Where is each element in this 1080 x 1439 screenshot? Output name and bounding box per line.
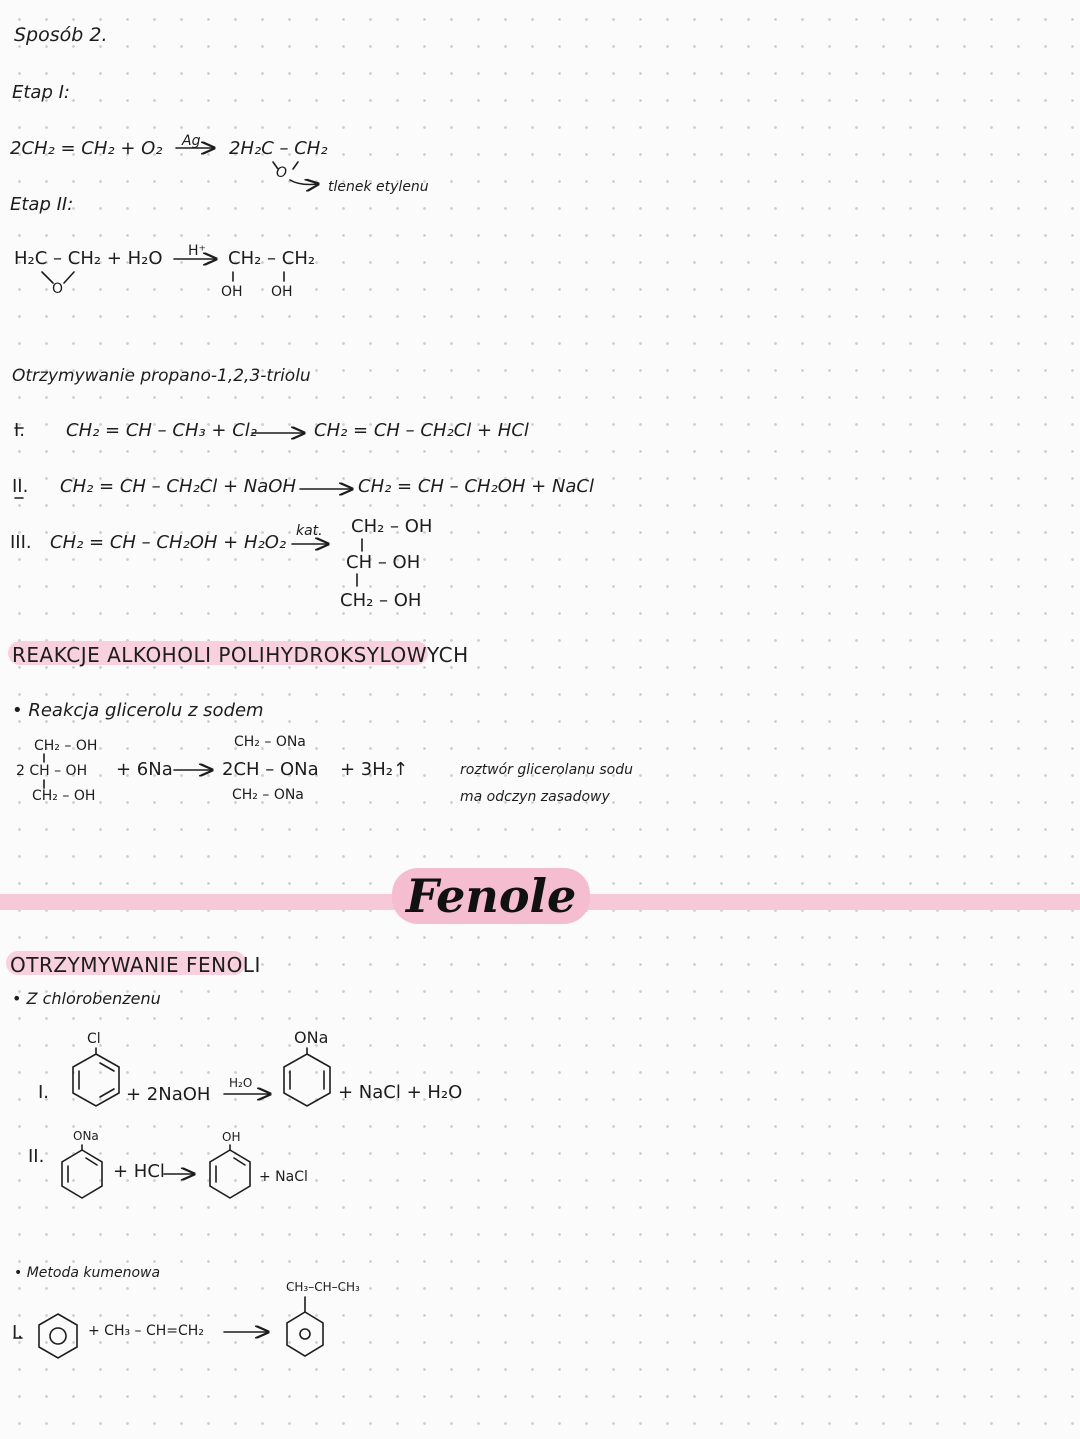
reactant-line-1: CH₂ – OH bbox=[34, 738, 98, 754]
glycerol-r2-number: II. bbox=[12, 476, 29, 497]
glycerol-r2-left: CH₂ = CH – CH₂Cl + NaOH bbox=[60, 476, 297, 497]
glycerol-r1-number: I. bbox=[14, 420, 26, 441]
stage-2-catalyst: H⁺ bbox=[188, 243, 206, 259]
glycerol-r2-right: CH₂ = CH – CH₂OH + NaCl bbox=[358, 476, 595, 497]
cumene-ring bbox=[287, 1312, 323, 1356]
fenole-r1-byproducts: + NaCl + H₂O bbox=[338, 1082, 463, 1103]
product-line-3: CH₂ – ONa bbox=[232, 787, 304, 803]
glycerol-r1-right: CH₂ = CH – CH₂Cl + HCl bbox=[314, 420, 529, 441]
fenole-r1-number: I. bbox=[38, 1082, 50, 1103]
phenolate-r2-substituent: ONa bbox=[73, 1129, 99, 1143]
stage-2-epoxide-right bbox=[64, 272, 74, 283]
cumene-aromatic-circle bbox=[300, 1329, 310, 1339]
hydrogen-byproduct: + 3H₂↑ bbox=[340, 759, 409, 780]
glycerol-r1-left: CH₂ = CH – CH₃ + Cl₂ bbox=[66, 420, 258, 441]
glycerol-product-c3: CH₂ – OH bbox=[340, 590, 422, 611]
stage-2-oh-2: OH bbox=[271, 284, 293, 300]
section-title: Sposób 2. bbox=[14, 24, 108, 46]
hcl-reagent: + HCl bbox=[113, 1161, 165, 1182]
polyhydroxy-heading: REAKCJE ALKOHOLI POLIHYDROKSYLOWYCH bbox=[12, 643, 469, 667]
cumene-method-bullet: • Metoda kumenowa bbox=[14, 1265, 161, 1281]
stage-1-reactants: 2CH₂ = CH₂ + O₂ bbox=[10, 138, 163, 159]
propene-reagent: + CH₃ – CH=CH₂ bbox=[88, 1323, 204, 1339]
glycerol-title: Otrzymywanie propano-1,2,3-triolu bbox=[12, 366, 311, 386]
fenole-heading: OTRZYMYWANIE FENOLI bbox=[10, 953, 261, 977]
fenole-banner: Fenole bbox=[392, 868, 590, 924]
fenole-r3-number: I. bbox=[12, 1322, 24, 1343]
stage-1-product: 2H₂C – CH₂ bbox=[229, 138, 328, 159]
annotation-arrow bbox=[290, 180, 318, 185]
glycerol-r3-number: III. bbox=[10, 532, 32, 553]
stage-1-catalyst: Ag bbox=[182, 133, 201, 149]
glycerol-product-c2: CH – OH bbox=[346, 552, 421, 573]
benzene-aromatic-circle bbox=[50, 1328, 66, 1344]
chlorobenzene-bullet: • Z chlorobenzenu bbox=[12, 989, 161, 1008]
stage-1-annotation: tlenek etylenu bbox=[328, 179, 429, 195]
naoh-reagent: + 2NaOH bbox=[126, 1084, 211, 1105]
note-line-1: roztwór glicerolanu sodu bbox=[460, 762, 633, 778]
cumene-substituent: CH₃–CH–CH₃ bbox=[286, 1280, 360, 1294]
epoxide-bond-left bbox=[273, 162, 278, 169]
stage-1-oxygen: O bbox=[276, 165, 288, 181]
product-line-1: CH₂ – ONa bbox=[234, 734, 306, 750]
chlorobenzene-ring bbox=[73, 1054, 119, 1106]
sodium-reagent: + 6Na bbox=[116, 759, 173, 780]
chlorobenzene-substituent: Cl bbox=[87, 1031, 101, 1047]
note-line-2: ma odczyn zasadowy bbox=[460, 789, 610, 805]
phenol-substituent: OH bbox=[222, 1130, 241, 1144]
benzene-ring bbox=[39, 1314, 77, 1358]
fenole-r2-byproduct: + NaCl bbox=[259, 1169, 308, 1185]
water-condition: H₂O bbox=[229, 1076, 253, 1090]
stage-2-label: Etap II: bbox=[10, 194, 74, 215]
glycerol-sodium-bullet: • Reakcja glicerolu z sodem bbox=[12, 700, 264, 721]
fenole-r2-number: II. bbox=[28, 1146, 45, 1167]
glycerol-r3-catalyst: kat. bbox=[296, 523, 323, 539]
glycerol-product-c1: CH₂ – OH bbox=[351, 516, 433, 537]
epoxide-bond-right bbox=[293, 162, 298, 169]
stage-2-oh-1: OH bbox=[221, 284, 243, 300]
product-line-2: 2CH – ONa bbox=[222, 759, 319, 780]
phenolate-ring bbox=[284, 1054, 330, 1106]
stage-2-oxygen: O bbox=[52, 281, 64, 297]
reactant-line-3: CH₂ – OH bbox=[32, 788, 96, 804]
stage-2-product: CH₂ – CH₂ bbox=[228, 248, 316, 269]
stage-1-label: Etap I: bbox=[12, 82, 70, 103]
reactant-line-2: 2 CH – OH bbox=[16, 763, 88, 779]
stage-2-reactants: H₂C – CH₂ + H₂O bbox=[14, 248, 163, 269]
stage-2-epoxide-left bbox=[42, 272, 53, 283]
glycerol-r3-left: CH₂ = CH – CH₂OH + H₂O₂ bbox=[50, 532, 287, 553]
phenolate-substituent: ONa bbox=[294, 1028, 329, 1047]
